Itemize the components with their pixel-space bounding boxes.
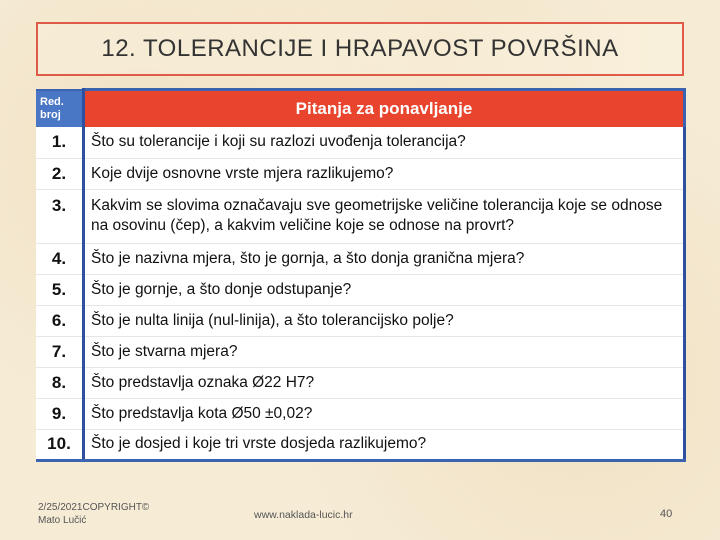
table-row <box>36 158 685 189</box>
header-number-line1: Red. <box>40 95 64 108</box>
row-question: Što su tolerancije i koji su razlozi uvođenja tolerancija? <box>84 127 685 158</box>
table-row <box>36 243 685 274</box>
row-number: 9. <box>36 398 84 429</box>
row-number: 10. <box>36 429 84 460</box>
page-number: 40 <box>660 508 673 520</box>
table-row <box>36 189 685 243</box>
table-row <box>36 305 685 336</box>
table-row <box>36 429 685 460</box>
row-question: Što je nulta linija (nul-linija), a što tolerancijsko polje? <box>84 305 685 336</box>
row-number: 8. <box>36 367 84 398</box>
row-question: Što je nazivna mjera, što je gornja, a što donja granična mjera? <box>84 243 685 274</box>
table-row <box>36 398 685 429</box>
row-number: 7. <box>36 336 84 367</box>
footer-left <box>38 501 149 527</box>
row-question: Što predstavlja oznaka Ø22 H7? <box>84 367 685 398</box>
table-row <box>36 336 685 367</box>
row-question: Što je stvarna mjera? <box>84 336 685 367</box>
row-number: 6. <box>36 305 84 336</box>
row-number: 2. <box>36 158 84 189</box>
row-question: Što je dosjed i koje tri vrste dosjeda razlikujemo? <box>84 429 685 460</box>
slide-title: 12. TOLERANCIJE I HRAPAVOST POVRŠINA <box>101 35 619 62</box>
table-row <box>36 127 685 158</box>
row-number: 3. <box>36 189 84 243</box>
table-row <box>36 367 685 398</box>
header-number-column <box>36 90 84 128</box>
footer-author: Mato Lučić <box>38 515 87 526</box>
title-box <box>36 22 684 76</box>
row-question: Što je gornje, a što donje odstupanje? <box>84 274 685 305</box>
header-number-line2: broj <box>40 108 61 121</box>
row-question: Što predstavlja kota Ø50 ±0,02? <box>84 398 685 429</box>
table-header-row <box>36 90 685 128</box>
footer-date-copyright: 2/25/2021COPYRIGHT© <box>38 502 150 513</box>
table-row <box>36 274 685 305</box>
questions-table <box>36 88 686 462</box>
row-number: 4. <box>36 243 84 274</box>
row-number: 5. <box>36 274 84 305</box>
footer-website: www.naklada-lucic.hr <box>254 509 353 521</box>
header-questions: Pitanja za ponavljanje <box>84 90 685 128</box>
row-number: 1. <box>36 127 84 158</box>
row-question: Kakvim se slovima označavaju sve geometrijske veličine tolerancija koje se odnose na osovinu (čep), a kakvim veličine koje se odnose na provrt? <box>84 189 685 243</box>
row-question: Koje dvije osnovne vrste mjera razlikujemo? <box>84 158 685 189</box>
